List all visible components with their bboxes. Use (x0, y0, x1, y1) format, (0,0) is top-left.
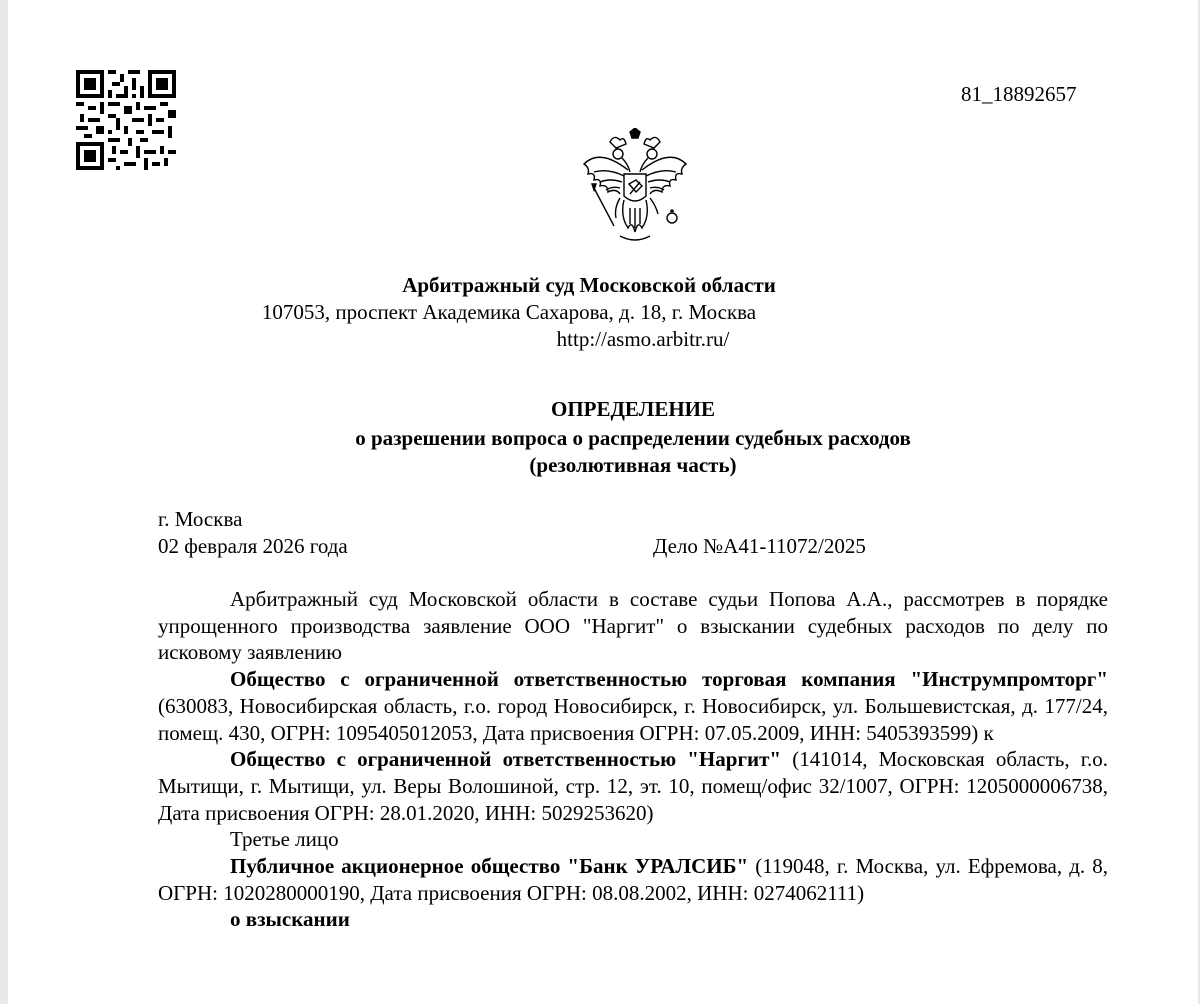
coat-of-arms-icon (580, 128, 690, 244)
document-city: г. Москва (158, 507, 243, 531)
document-subtitle: о разрешении вопроса о распределении судебных расходов (355, 426, 911, 450)
document-date: 02 февраля 2026 года (158, 534, 348, 558)
document-number: 81_18892657 (961, 82, 1077, 106)
court-website-link[interactable]: http://asmo.arbitr.ru/ (556, 327, 730, 351)
third-party-details: (119048, г. Москва, ул. Ефремова, д. 8, ОГРН: 1020280000190, Дата присвоения ОГРН: 08.08.2002, ИНН: 0274062111) (158, 854, 1108, 905)
document-body (158, 586, 1108, 933)
defendant-details: (141014, Московская область, г.о. Мытищи, г. Мытищи, ул. Веры Волошиной, стр. 12, эт. 10, помещ/офис 32/1007, ОГРН: 1205000006738, Дата присвоения ОГРН: 28.01.2020, ИНН: 5029253620) (158, 747, 1108, 825)
third-party-name: Публичное акционерное общество "Банк УРАЛСИБ" (230, 854, 749, 879)
defendant-name: Общество с ограниченной ответственностью "Наргит" (230, 747, 782, 772)
document-page (8, 0, 1198, 1004)
document-title: ОПРЕДЕЛЕНИЕ (550, 397, 715, 421)
document-subtitle-note: (резолютивная часть) (529, 453, 737, 477)
qr-code-icon (76, 70, 176, 170)
case-number: Дело №А41-11072/2025 (653, 534, 866, 558)
defendant-paragraph (158, 746, 1108, 826)
third-party-paragraph (158, 853, 1108, 906)
third-party-label: Третье лицо (230, 827, 339, 852)
plaintiff-paragraph (158, 666, 1108, 746)
plaintiff-details: (630083, Новосибирская область, г.о. город Новосибирск, г. Новосибирск, ул. Большевистская, д. 177/24, помещ. 430, ОГРН: 1095405012053, Дата присвоения ОГРН: 07.05.2009, ИНН: 5405393599) к (158, 693, 1108, 745)
subject-paragraph (158, 906, 1108, 933)
court-address: 107053, проспект Академика Сахарова, д. 18, г. Москва (261, 300, 757, 324)
intro-paragraph: Арбитражный суд Московской области в составе судьи Попова А.А., рассмотрев в порядке упрощенного производства заявление ООО "Наргит" о взыскании судебных расходов по делу по исковому заявлению (158, 587, 1108, 665)
plaintiff-name: Общество с ограниченной ответственностью торговая компания "Инструмпромторг" (230, 667, 1108, 692)
subject-text: о взыскании (230, 907, 350, 932)
court-name: Арбитражный суд Московской области (402, 273, 776, 297)
